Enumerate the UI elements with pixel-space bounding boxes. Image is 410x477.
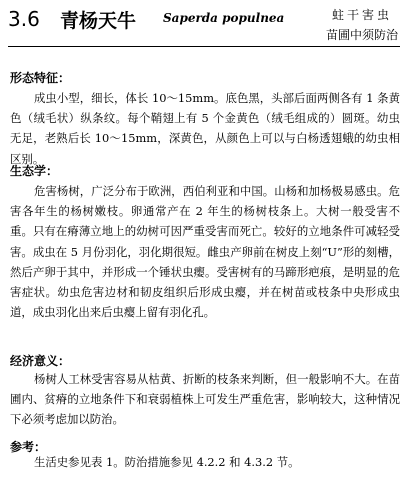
section-text-references: 生活史参见表 1。防治措施参见 4.2.2 和 4.3.2 节。 [34,455,300,469]
section-number: 3.6 [8,7,40,31]
control-note-label: 苗圃中须防治 [325,28,398,42]
pest-category-label: 蛀干害虫 [331,8,392,22]
section-text-economic-importance: 杨树人工林受害容易从枯黄、折断的枝条来判断，但一般影响不大。在苗圃内、贫瘠的立地条件下和衰弱植株上可发生严重危害，影响较大，这种情况下必须考虑加以防治。 [10,372,400,427]
pest-name-latin: Saperda populnea [163,11,285,25]
page-header [0,0,410,48]
pest-name-chinese: 青杨天牛 [60,10,137,32]
section-heading-economic-importance: 经济意义： [10,354,71,368]
section-text-morphology: 成虫小型，细长，体长 10～15mm。底色黑，头部后面两侧各有 1 条黄色（绒毛状）纵条纹。每个鞘翅上有 5 个金黄色（绒毛组成的）圆斑。幼虫无足，老熟后长 10～15mm，深黄色，从颜色上可以与白杨透翅蛾的幼虫相区别。 [10,91,400,166]
section-heading-ecology: 生态学： [10,164,59,178]
section-heading-morphology: 形态特征： [10,71,71,85]
section-text-ecology: 危害杨树，广泛分布于欧洲，西伯利亚和中国。山杨和加杨极易感虫。危害各年生的杨树嫩枝。卵通常产在 2 年生的杨树枝条上。大树一般受害不重。只有在瘠薄立地上的幼树可因严重受害而死亡。较好的立地条件可减轻受害。成虫在 5 月份羽化，羽化期很短。雌虫产卵前在树皮上刻“U”形的刻槽，然后产卵于其中，并形成一个锤状虫瘿。受害树有的马蹄形疤痕，是明显的危害症状。幼虫危害边材和韧皮组织后形成虫瘿，并在树苗或枝条中央形成虫道，成虫羽化出来后虫瘿上留有羽化孔。 [10,184,400,320]
header-divider [8,46,400,47]
section-heading-references: 参考： [10,440,47,454]
